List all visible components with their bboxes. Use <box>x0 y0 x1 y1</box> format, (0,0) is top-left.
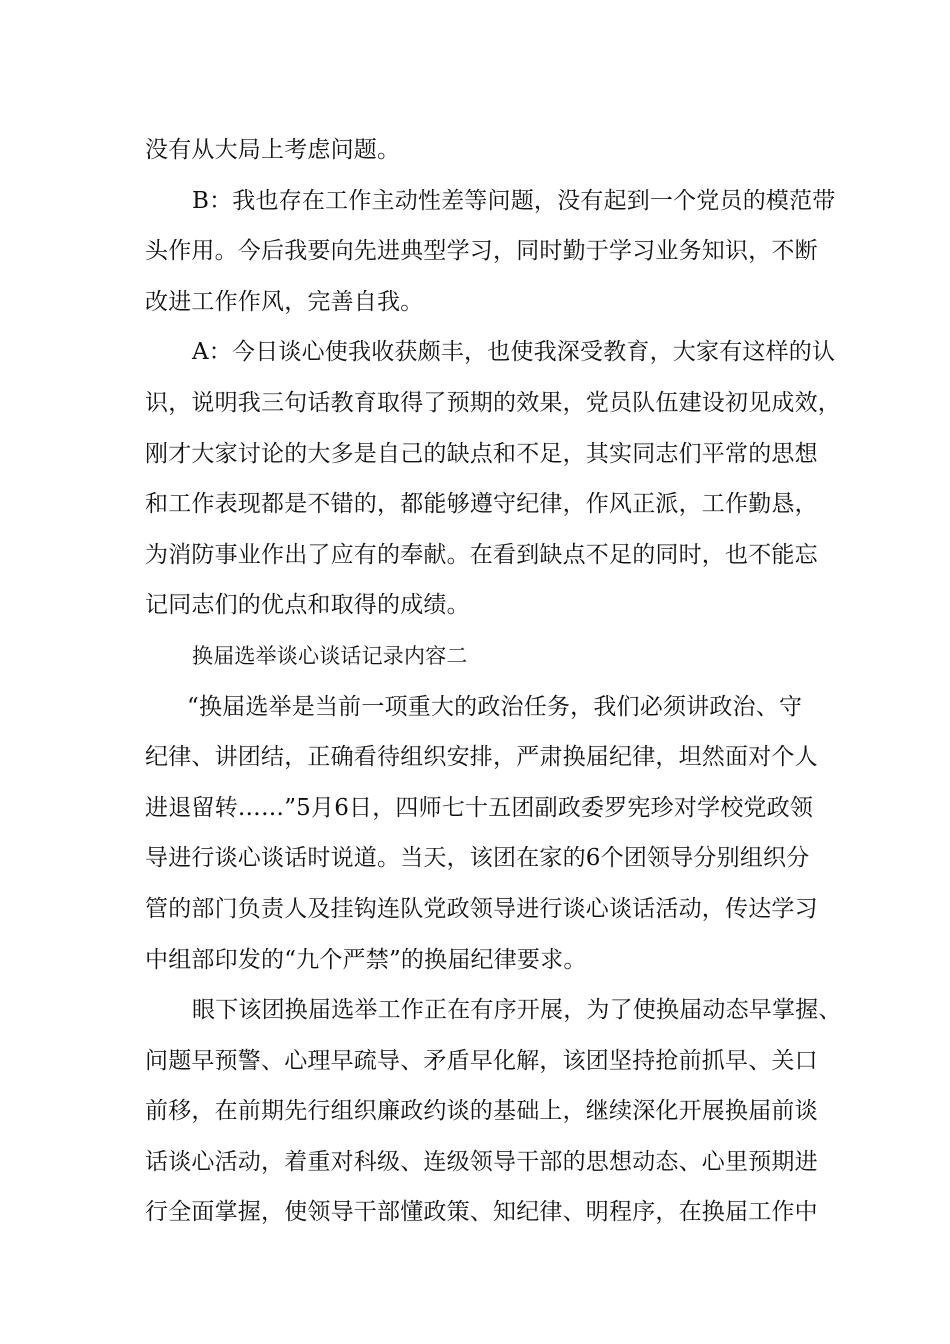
text-line: 问题早预警、心理早疏导、矛盾早化解，该团坚持抢前抓早、关口 <box>145 1047 818 1074</box>
text-line: 前移，在前期先行组织廉政约谈的基础上，继续深化开展换届前谈 <box>145 1098 818 1125</box>
text-line: 行全面掌握，使领导干部懂政策、知纪律、明程序，在换届工作中 <box>145 1199 818 1226</box>
text-line: 没有从大局上考虑问题。 <box>145 137 401 163</box>
text-line: 和工作表现都是不错的，都能够遵守纪律，作风正派，工作勤恳， <box>145 491 818 518</box>
text-line: 导进行谈心谈话时说道。当天，该团在家的6个团领导分别组织分 <box>145 845 810 872</box>
text-line: 改进工作作风，完善自我。 <box>145 288 424 315</box>
text-line: 进退留转……”5月6日，四师七十五团副政委罗宪珍对学校党政领 <box>145 794 814 821</box>
text-line: “换届选举是当前一项重大的政治任务，我们必须讲政治、守 <box>187 693 803 720</box>
text-line: 头作用。今后我要向先进典型学习，同时勤于学习业务知识，不断 <box>145 238 818 265</box>
text-line: 中组部印发的“九个严禁”的换届纪律要求。 <box>145 946 587 973</box>
text-line: 眼下该团换届选举工作正在有序开展，为了使换届动态早掌握、 <box>192 997 842 1024</box>
text-line: 识，说明我三句话教育取得了预期的效果，党员队伍建设初见成效， <box>145 389 841 416</box>
section-heading: 换届选举谈心谈话记录内容二 <box>192 643 468 668</box>
document-body <box>145 130 842 1243</box>
text-line: 管的部门负责人及挂钩连队党政领导进行谈心谈话活动，传达学习 <box>145 895 818 922</box>
text-line: A：今日谈心使我收获颇丰，也使我深受教育，大家有这样的认 <box>192 339 836 366</box>
text-line: 刚才大家讨论的大多是自己的缺点和不足，其实同志们平常的思想 <box>145 440 818 467</box>
text-line: 纪律、讲团结，正确看待组织安排，严肃换届纪律，坦然面对个人 <box>145 744 818 771</box>
text-line: 话谈心活动，着重对科级、连级领导干部的思想动态、心里预期进 <box>145 1148 818 1175</box>
text-line: 为消防事业作出了应有的奉献。在看到缺点不足的同时，也不能忘 <box>145 541 818 568</box>
text-line: 记同志们的优点和取得的成绩。 <box>145 592 470 619</box>
text-line: B：我也存在工作主动性差等问题，没有起到一个党员的模范带 <box>192 187 836 214</box>
